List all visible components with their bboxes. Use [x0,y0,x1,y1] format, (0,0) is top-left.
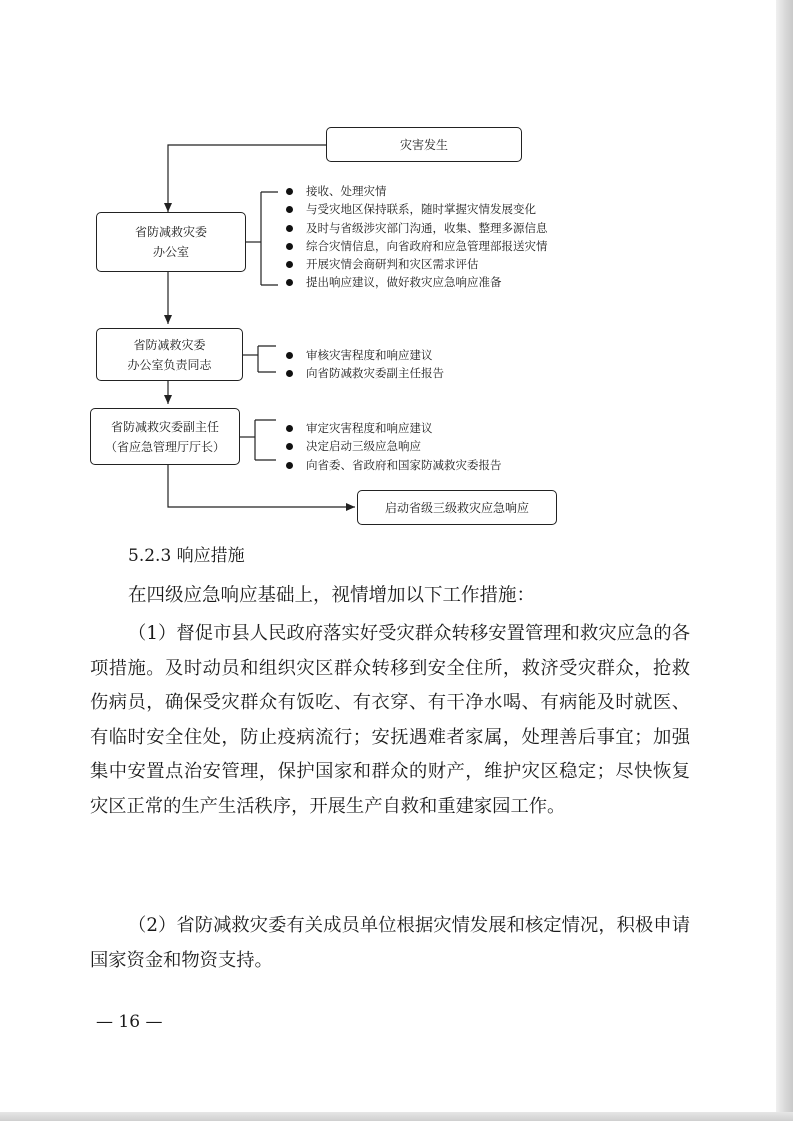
section-heading: 5.2.3 响应措施 [128,546,245,566]
list-item: 审核灾害程度和响应建议 [286,346,444,364]
flow-step1-box [96,212,246,272]
flow-step3-line2: （省应急管理厅厅长） [104,439,225,454]
page-number: — 16 — [96,1012,163,1032]
flow-step1-line2: 办公室 [152,245,189,259]
flow-step3-actions [286,419,502,474]
flow-step2-line1: 省防减救灾委 [133,337,206,352]
list-item: 决定启动三级应急响应 [286,437,502,455]
paragraph-2: （2）省防减救灾委有关成员单位根据灾情发展和核定情况，积极申请国家资金和物资支持。 [90,915,690,971]
list-item: 及时与省级涉灾部门沟通，收集、整理多源信息 [286,219,548,237]
list-item: 向省防减救灾委副主任报告 [286,364,444,382]
flow-start-label: 灾害发生 [399,137,448,152]
list-item: 综合灾情信息，向省政府和应急管理部报送灾情 [286,237,548,255]
list-item: 审定灾害程度和响应建议 [286,419,502,437]
flow-step1-line1: 省防减救灾委 [134,225,207,239]
flow-step2-actions [286,346,444,383]
list-item: 提出响应建议，做好救灾应急响应准备 [286,273,548,291]
list-item: 开展灾情会商研判和灾区需求评估 [286,255,548,273]
list-item: 向省委、省政府和国家防减救灾委报告 [286,456,502,474]
flow-end-label: 启动省级三级救灾应急响应 [384,500,529,515]
flow-start-box [326,127,522,162]
flow-step2-line2: 办公室负责同志 [127,357,212,372]
flow-step1-actions [286,182,548,292]
paragraph-1: （1）督促市县人民政府落实好受灾群众转移安置管理和救灾应急的各项措施。及时动员和组织灾区群众转移到安全住所，救济受灾群众，抢救伤病员，确保受灾群众有饭吃、有衣穿、有干净水喝、有病能及时就医、有临时安全住处，防止疫病流行；安抚遇难者家属，处理善后事宜；加强集中安置点治安管理，保护国家和群众的财产，维护灾区稳定；尽快恢复灾区正常的生产生活秩序，开展生产自救和重建家园工作。 [90,623,690,817]
list-item: 与受灾地区保持联系，随时掌握灾情发展变化 [286,200,548,218]
flow-step3-line1: 省防减救灾委副主任 [110,419,219,434]
flow-step3-box [90,408,240,465]
flow-end-box [357,490,557,525]
section-intro: 在四级应急响应基础上，视情增加以下工作措施： [128,585,536,606]
list-item: 接收、处理灾情 [286,182,548,200]
flow-step2-box [96,328,243,381]
